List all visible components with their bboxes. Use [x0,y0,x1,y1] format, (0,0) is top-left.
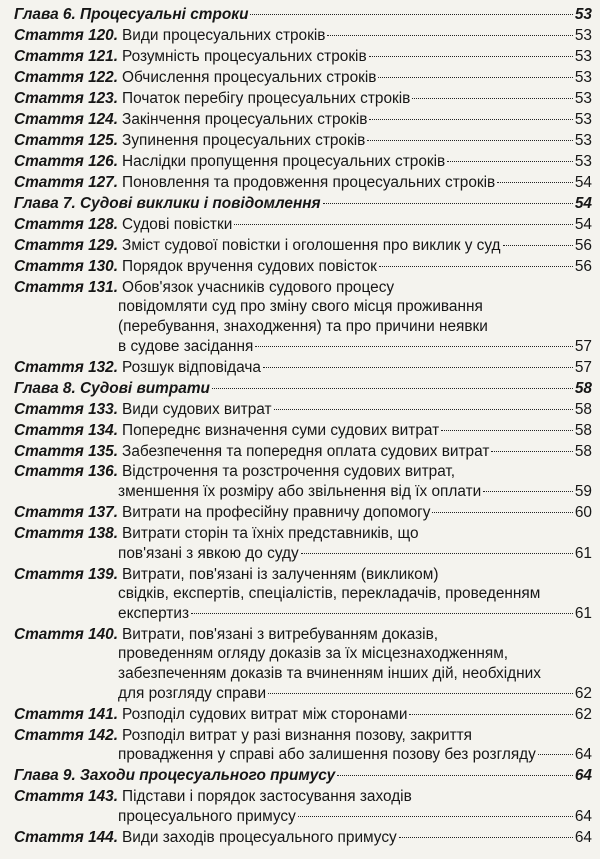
entry-line [118,604,592,624]
article-label: Стаття 130. [14,257,119,275]
entry-line [118,503,592,523]
dot-leader [367,140,573,141]
chapter-label: Глава 8. Судові витрати [14,379,210,397]
entry-line [118,421,592,441]
dot-leader [538,754,573,755]
chapter-heading [14,194,592,214]
dot-leader [323,203,573,204]
toc-entry [14,442,592,462]
page-number: 53 [574,110,592,128]
page-number: 57 [574,358,592,376]
page-number: 56 [574,236,592,254]
page-number: 53 [574,6,592,23]
entry-line [118,462,592,482]
dot-leader [412,98,573,99]
article-label: Стаття 136. [14,463,119,481]
entry-line [118,152,592,172]
entry-title-text: Розумність процесуальних строків [122,47,367,65]
dot-leader [274,409,573,410]
toc-entry [14,358,592,378]
entry-line [118,358,592,378]
entry-body [118,421,592,441]
entry-line [118,110,592,130]
toc-entry [14,173,592,193]
dot-leader [298,816,573,817]
entry-body [118,236,592,256]
entry-line [118,745,592,765]
chapter-label: Глава 6. Процесуальні строки [14,6,249,23]
entry-title-text: Розподіл витрат у разі визнання позову, закриття [122,726,473,744]
dot-leader [483,491,573,492]
entry-title-text: Поновлення та продовження процесуальних строків [122,173,496,191]
entry-line [118,565,592,585]
article-label: Стаття 122. [14,68,119,86]
entry-body [118,257,592,277]
entry-line [248,5,592,25]
entry-line [118,337,592,357]
page-number: 64 [574,767,592,785]
entry-title-text: Порядок вручення судових повісток [122,257,377,275]
article-label: Стаття 126. [14,152,119,170]
entry-line [118,173,592,193]
entry-body [118,278,592,356]
entry-line [118,297,592,317]
dot-leader [234,224,573,225]
dot-leader [301,553,573,554]
entry-title-text: проведенням огляду доказів за їх місцезнаходженням, [118,645,509,663]
entry-line [118,26,592,46]
entry-body [118,89,592,109]
page-number: 56 [574,257,592,275]
toc-entry [14,68,592,88]
toc-entry [14,400,592,420]
entry-line [118,257,592,277]
entry-line [118,236,592,256]
article-label: Стаття 139. [14,565,119,583]
article-label: Стаття 131. [14,278,119,296]
page-number: 54 [574,173,592,191]
entry-body [118,828,592,848]
entry-body [335,766,592,786]
entry-title-text: Витрати, пов'язані із залученням (викликом) [122,565,439,583]
entry-line [118,317,592,337]
entry-body [118,110,592,130]
entry-body [118,726,592,765]
entry-title-text: Забезпечення та попередня оплата судових витрат [122,442,490,460]
entry-body [118,524,592,563]
article-label: Стаття 144. [14,828,119,846]
dot-leader [399,837,573,838]
dot-leader [327,35,572,36]
article-label: Стаття 124. [14,110,119,128]
entry-body [118,442,592,462]
page-number: 57 [574,337,592,355]
page-number: 58 [574,442,592,460]
toc-entry [14,565,592,624]
dot-leader [369,56,573,57]
entry-title-text: забезпеченням доказів та вчиненням інших дій, необхідних [118,664,541,682]
chapter-heading [14,766,592,786]
entry-title-text: провадження у справі або залишення позову без розгляду [118,746,536,764]
entry-line [321,194,592,214]
entry-line [118,47,592,67]
entry-body [118,47,592,67]
dot-leader [379,266,573,267]
dot-leader [369,119,572,120]
entry-title-text: Розподіл судових витрат між сторонами [122,705,408,723]
article-label: Стаття 128. [14,215,119,233]
entry-title-text: Судові повістки [122,215,233,233]
entry-title-text: процесуального примусу [118,807,296,825]
page-number: 54 [574,215,592,233]
article-label: Стаття 132. [14,358,119,376]
entry-title-text: Підстави і порядок застосування заходів [122,788,412,806]
article-label: Стаття 142. [14,726,119,744]
article-label: Стаття 133. [14,400,119,418]
entry-title-text: Витрати, пов'язані з витребуванням доказів, [122,625,439,643]
page-number: 61 [574,544,592,562]
toc-entry [14,110,592,130]
entry-body [118,68,592,88]
entry-title-text: Види процесуальних строків [122,26,326,44]
dot-leader [263,367,573,368]
entry-body [118,625,592,703]
page-number: 53 [574,68,592,86]
entry-line [118,625,592,645]
entry-title-text: Закінчення процесуальних строків [122,110,368,128]
entry-line [118,726,592,746]
entry-title-text: повідомляти суд про зміну свого місця проживання [118,298,483,316]
entry-body [118,705,592,725]
entry-title-text: Наслідки пропущення процесуальних строків [122,152,446,170]
toc-entry [14,462,592,501]
entry-title-text: Зупинення процесуальних строків [122,131,366,149]
toc-entry [14,131,592,151]
dot-leader [409,714,572,715]
dot-leader [503,245,573,246]
entry-body [210,379,592,399]
entry-line [118,664,592,684]
page-number: 53 [574,26,592,44]
entry-line [335,766,592,786]
entry-body [118,173,592,193]
entry-body [118,400,592,420]
toc-entry [14,236,592,256]
article-label: Стаття 125. [14,131,119,149]
page-number: 53 [574,152,592,170]
entry-title-text: Попереднє визначення суми судових витрат [122,421,440,439]
entry-title-text: експертиз [118,604,190,622]
page-number: 58 [574,421,592,439]
page-number: 54 [574,194,592,212]
toc-entry [14,257,592,277]
page-number: 64 [574,807,592,825]
entry-line [118,400,592,420]
page-number: 53 [574,47,592,65]
dot-leader [255,346,573,347]
dot-leader [432,512,572,513]
chapter-heading [14,5,592,25]
toc-entry [14,524,592,563]
page-number: 62 [574,684,592,702]
entry-body [118,152,592,172]
dot-leader [497,182,573,183]
toc-entry [14,152,592,172]
article-label: Стаття 143. [14,788,119,806]
entry-body [118,131,592,151]
article-label: Стаття 137. [14,504,119,522]
page-number: 59 [574,483,592,501]
entry-title-text: Початок перебігу процесуальних строків [122,89,411,107]
entry-line [118,278,592,298]
entry-line [118,89,592,109]
entry-body [248,5,592,25]
dot-leader [491,451,573,452]
toc-entry [14,787,592,826]
article-label: Стаття 129. [14,236,119,254]
toc-entry [14,47,592,67]
entry-body [321,194,592,214]
dot-leader [212,388,573,389]
entry-body [118,503,592,523]
entry-line [118,684,592,704]
entry-title-text: пов'язані з явкою до суду [118,544,299,562]
entry-line [118,787,592,807]
page-number: 58 [574,400,592,418]
toc-entry [14,278,592,356]
entry-body [118,787,592,826]
toc-entry [14,215,592,235]
entry-title-text: в судове засідання [118,337,254,355]
article-label: Стаття 135. [14,442,119,460]
entry-title-text: зменшення їх розміру або звільнення від їх оплати [118,483,482,501]
page-number: 64 [574,828,592,846]
entry-body [118,565,592,624]
entry-line [118,482,592,502]
entry-title-text: свідків, експертів, спеціалістів, перекладачів, проведенням [118,585,541,603]
chapter-label: Глава 9. Заходи процесуального примусу [14,767,336,785]
toc-entry [14,828,592,848]
toc-entry [14,421,592,441]
entry-title-text: Розшук відповідача [122,358,261,376]
page-number: 62 [574,705,592,723]
toc-entry [14,503,592,523]
article-label: Стаття 134. [14,421,119,439]
dot-leader [378,77,572,78]
article-label: Стаття 140. [14,625,119,643]
entry-body [118,462,592,501]
page-number: 60 [574,504,592,522]
dot-leader [268,693,573,694]
entry-title-text: Види заходів процесуального примусу [122,828,397,846]
entry-title-text: Обов'язок учасників судового процесу [122,278,395,296]
article-label: Стаття 121. [14,47,119,65]
entry-line [118,442,592,462]
dot-leader [250,14,572,15]
entry-line [210,379,592,399]
entry-line [118,524,592,544]
article-label: Стаття 141. [14,705,119,723]
entry-body [118,215,592,235]
article-label: Стаття 120. [14,26,119,44]
dot-leader [191,613,573,614]
article-label: Стаття 127. [14,173,119,191]
entry-title-text: Обчислення процесуальних строків [122,68,377,86]
dot-leader [441,430,573,431]
entry-title-text: Види судових витрат [122,400,272,418]
toc-entry [14,26,592,46]
page-number: 53 [574,131,592,149]
entry-line [118,544,592,564]
dot-leader [337,775,573,776]
entry-title-text: Витрати сторін та їхніх представників, що [122,525,419,543]
page-number: 64 [574,746,592,764]
entry-line [118,644,592,664]
page-number: 61 [574,604,592,622]
entry-line [118,131,592,151]
entry-body [118,26,592,46]
toc-entry [14,89,592,109]
entry-title-text: (перебування, знаходження) та про причини неявки [118,317,488,335]
entry-line [118,584,592,604]
toc-entry [14,625,592,703]
entry-title-text: для розгляду справи [118,684,267,702]
article-label: Стаття 138. [14,525,119,543]
toc-entry [14,705,592,725]
entry-line [118,705,592,725]
entry-line [118,828,592,848]
chapter-heading [14,379,592,399]
entry-line [118,68,592,88]
entry-body [118,358,592,378]
dot-leader [447,161,573,162]
entry-line [118,215,592,235]
table-of-contents [14,5,592,849]
page-number: 58 [574,379,592,397]
chapter-label: Глава 7. Судові виклики і повідомлення [14,194,321,212]
article-label: Стаття 123. [14,89,119,107]
entry-line [118,807,592,827]
entry-title-text: Зміст судової повістки і оголошення про виклик у суд [122,236,501,254]
entry-title-text: Відстрочення та розстрочення судових витрат, [122,463,456,481]
entry-title-text: Витрати на професійну правничу допомогу [122,504,431,522]
page-number: 53 [574,89,592,107]
toc-entry [14,726,592,765]
